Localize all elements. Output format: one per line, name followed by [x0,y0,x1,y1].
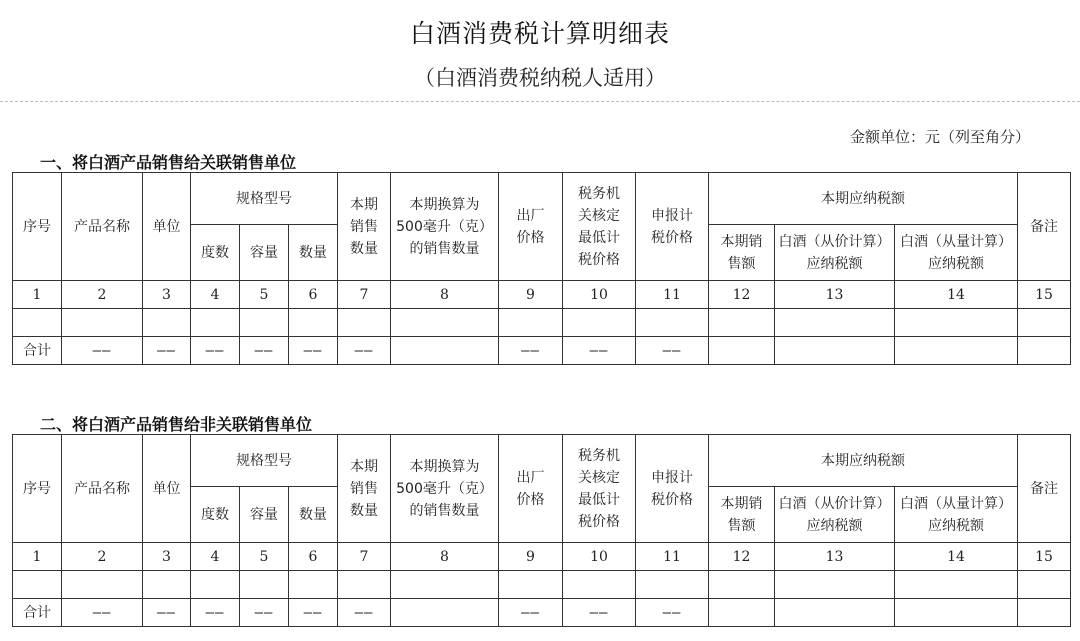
total-cell[interactable] [775,337,895,365]
total-cell [1018,599,1071,627]
header-degree: 度数 [191,225,240,281]
column-number: 5 [240,543,289,571]
total-cell[interactable] [895,337,1018,365]
column-number: 4 [191,281,240,309]
total-cell: —— [191,599,240,627]
header-declared-price: 申报计 税价格 [636,435,709,543]
column-number: 5 [240,281,289,309]
total-cell: —— [563,337,636,365]
table-cell[interactable] [563,571,636,599]
column-number: 12 [709,543,775,571]
header-period-sales-qty: 本期 销售 数量 [338,435,391,543]
unrelated-sales-table [12,434,1071,627]
column-number: 11 [636,543,709,571]
table-cell[interactable] [289,309,338,337]
column-number: 7 [338,281,391,309]
column-number: 12 [709,281,775,309]
total-cell: —— [240,599,289,627]
header-remarks: 备注 [1018,435,1071,543]
column-number: 10 [563,543,636,571]
related-sales-table [12,172,1071,365]
table-cell[interactable] [1018,571,1071,599]
data-entry-row[interactable] [13,309,1071,337]
table-cell[interactable] [62,571,143,599]
table-cell[interactable] [289,571,338,599]
total-cell[interactable] [775,599,895,627]
table-cell[interactable] [499,571,563,599]
header-factory-price: 出厂 价格 [499,435,563,543]
header-specific-tax: 白酒（从量计算） 应纳税额 [895,225,1018,281]
table-cell[interactable] [895,309,1018,337]
header-remarks: 备注 [1018,173,1071,281]
header-ad-valorem-tax: 白酒（从价计算） 应纳税额 [775,225,895,281]
header-min-taxable-price: 税务机 关核定 最低计 税价格 [563,173,636,281]
total-cell[interactable] [391,337,499,365]
total-cell: —— [338,337,391,365]
header-quantity: 数量 [289,487,338,543]
total-cell: —— [289,599,338,627]
total-cell [1018,337,1071,365]
header-spec: 规格型号 [191,435,338,487]
column-number: 15 [1018,281,1071,309]
total-cell: —— [338,599,391,627]
header-unit: 单位 [143,435,191,543]
table-cell[interactable] [338,571,391,599]
header-seq: 序号 [13,173,62,281]
column-number: 8 [391,543,499,571]
total-cell[interactable] [709,599,775,627]
table-cell[interactable] [143,571,191,599]
column-number: 7 [338,543,391,571]
column-number: 3 [143,543,191,571]
table-cell[interactable] [636,309,709,337]
header-declared-price: 申报计 税价格 [636,173,709,281]
column-number: 13 [775,281,895,309]
total-label: 合计 [13,337,62,365]
data-entry-row[interactable] [13,571,1071,599]
table-cell[interactable] [391,571,499,599]
header-converted-qty: 本期换算为 500毫升（克） 的销售数量 [391,435,499,543]
table-cell[interactable] [240,309,289,337]
header-tax-payable: 本期应纳税额 [709,173,1018,225]
header-capacity: 容量 [240,487,289,543]
table-cell[interactable] [895,571,1018,599]
column-number: 14 [895,281,1018,309]
total-cell: —— [499,337,563,365]
header-row-top [13,435,1071,487]
column-number-row [13,543,1071,571]
total-cell: —— [240,337,289,365]
header-unit: 单位 [143,173,191,281]
table-cell[interactable] [13,309,62,337]
column-number: 1 [13,543,62,571]
column-number-row [13,281,1071,309]
total-cell: —— [636,599,709,627]
header-degree: 度数 [191,487,240,543]
table-cell[interactable] [13,571,62,599]
table-cell[interactable] [1018,309,1071,337]
header-specific-tax: 白酒（从量计算） 应纳税额 [895,487,1018,543]
total-cell: —— [636,337,709,365]
total-cell: —— [289,337,338,365]
table-cell[interactable] [240,571,289,599]
header-row-top [13,173,1071,225]
column-number: 13 [775,543,895,571]
header-sales-amount: 本期销 售额 [709,225,775,281]
table-cell[interactable] [391,309,499,337]
column-number: 6 [289,281,338,309]
column-number: 3 [143,281,191,309]
header-min-taxable-price: 税务机 关核定 最低计 税价格 [563,435,636,543]
table-cell[interactable] [709,571,775,599]
total-row [13,337,1071,365]
total-cell: —— [191,337,240,365]
table-cell[interactable] [636,571,709,599]
total-cell: —— [62,599,143,627]
total-cell[interactable] [709,337,775,365]
total-row [13,599,1071,627]
column-number: 9 [499,543,563,571]
header-seq: 序号 [13,435,62,543]
column-number: 6 [289,543,338,571]
column-number: 2 [62,281,143,309]
column-number: 14 [895,543,1018,571]
table-cell[interactable] [775,571,895,599]
column-number: 8 [391,281,499,309]
total-cell[interactable] [895,599,1018,627]
table-cell[interactable] [499,309,563,337]
header-quantity: 数量 [289,225,338,281]
column-number: 10 [563,281,636,309]
table-cell[interactable] [143,309,191,337]
column-number: 1 [13,281,62,309]
table-cell[interactable] [191,309,240,337]
header-period-sales-qty: 本期 销售 数量 [338,173,391,281]
column-number: 9 [499,281,563,309]
header-tax-payable: 本期应纳税额 [709,435,1018,487]
total-cell: —— [143,337,191,365]
total-cell[interactable] [391,599,499,627]
header-divider [0,101,1080,102]
header-ad-valorem-tax: 白酒（从价计算） 应纳税额 [775,487,895,543]
table-cell[interactable] [709,309,775,337]
total-cell: —— [563,599,636,627]
header-converted-qty: 本期换算为 500毫升（克） 的销售数量 [391,173,499,281]
section-title-related: 一、将白酒产品销售给关联销售单位 [40,153,297,172]
amount-unit-note: 金额单位：元（列至角分） [849,128,1030,146]
header-spec: 规格型号 [191,173,338,225]
section-title-unrelated: 二、将白酒产品销售给非关联销售单位 [40,415,313,434]
table-cell[interactable] [191,571,240,599]
header-capacity: 容量 [240,225,289,281]
table-cell[interactable] [62,309,143,337]
header-product-name: 产品名称 [62,173,143,281]
column-number: 4 [191,543,240,571]
column-number: 15 [1018,543,1071,571]
table-cell[interactable] [775,309,895,337]
page-title: 白酒消费税计算明细表 [409,19,670,48]
column-number: 2 [62,543,143,571]
total-cell: —— [143,599,191,627]
page-subtitle: （白酒消费税纳税人适用） [414,66,666,90]
header-factory-price: 出厂 价格 [499,173,563,281]
header-product-name: 产品名称 [62,435,143,543]
total-cell: —— [499,599,563,627]
header-sales-amount: 本期销 售额 [709,487,775,543]
total-label: 合计 [13,599,62,627]
table-cell[interactable] [563,309,636,337]
column-number: 11 [636,281,709,309]
total-cell: —— [62,337,143,365]
table-cell[interactable] [338,309,391,337]
